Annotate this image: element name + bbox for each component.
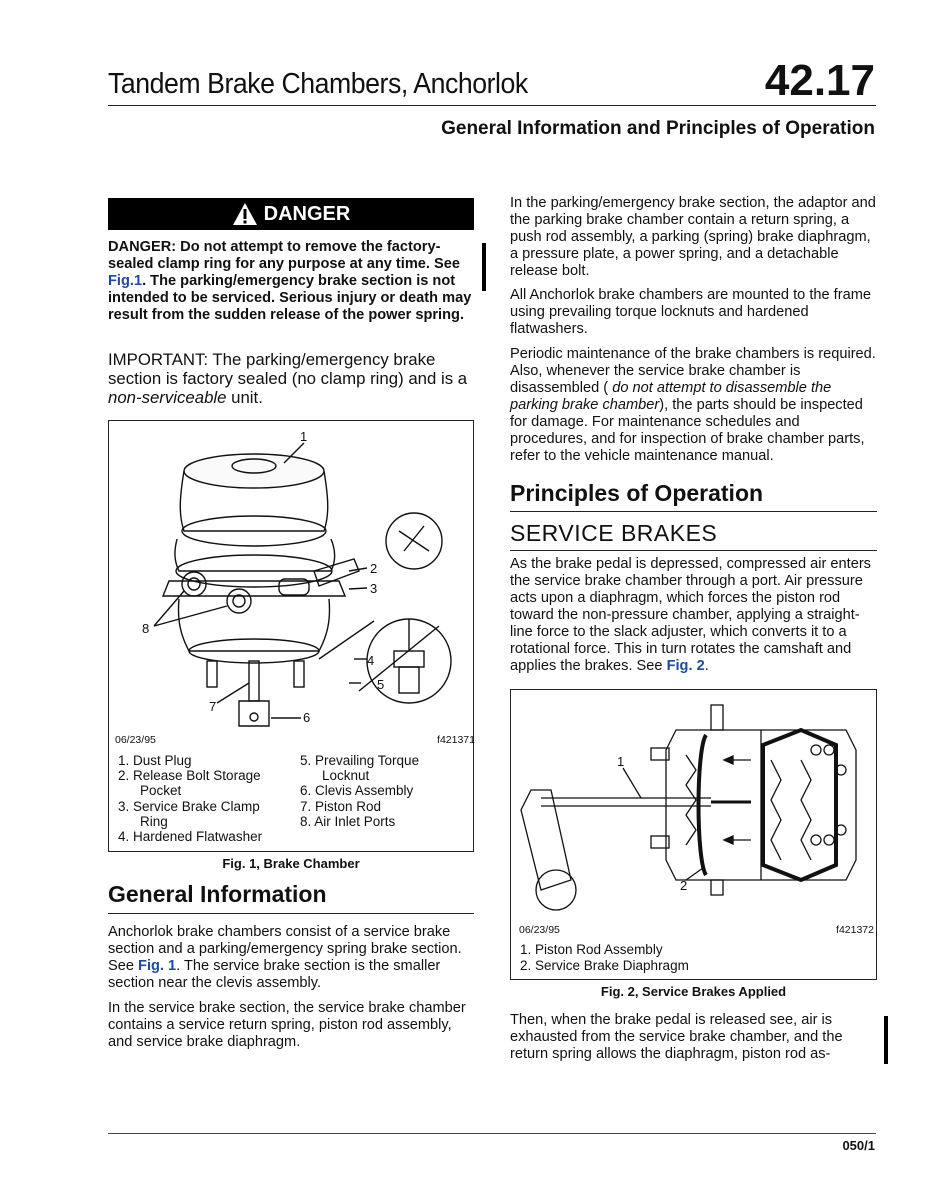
fig1-code: f421371 [437, 734, 475, 746]
footer-rule [108, 1133, 876, 1134]
figure-1 [108, 420, 474, 852]
change-bar [482, 243, 486, 291]
danger-banner [108, 198, 474, 230]
paragraph-text: ), the parts should be inspected for damage. For maintenance schedules and procedures, and for inspection of brake chamber parts, refer to the vehicle maintenance manual. [510, 397, 865, 464]
important-italic: non-serviceable [108, 388, 227, 407]
legend-item: Ring [140, 814, 168, 829]
figure-2 [510, 689, 877, 980]
brake-chamber-drawing [109, 421, 473, 751]
right-p1: In the parking/emergency brake section, the adaptor and the parking brake chamber contain a return spring, a push rod assembly, a parking (spring) brake diaphragm, a pressure plate, a power spring, and a detachable release bolt. [510, 195, 876, 279]
paragraph-text: Anchorlok brake chambers consist of a service brake section and a parking/emergency spring brake section. See [108, 924, 462, 974]
danger-text-part: . The parking/emergency brake section is not intended to be serviced. Serious injury or death may result from the sudden release of the power spring. [108, 273, 472, 323]
paragraph-italic: do not attempt to disassemble the parking brake chamber [510, 380, 832, 413]
fig2-legend-2: 2. Service Brake Diaphragm [520, 958, 689, 973]
general-info-heading: General Information [108, 881, 327, 907]
page-subtitle: General Information and Principles of Operation [441, 118, 875, 139]
change-bar [884, 1016, 888, 1064]
principles-heading: Principles of Operation [510, 480, 764, 506]
paragraph-text: . [704, 658, 709, 674]
page-title: Tandem Brake Chambers, Anchorlok [108, 68, 528, 100]
important-text: unit. [226, 388, 263, 407]
fig2-callout-2: 2 [680, 878, 688, 893]
fig2-link[interactable]: Fig. 2 [666, 658, 705, 674]
fig1-callout-8: 8 [142, 621, 150, 636]
fig1-callout-5: 5 [377, 677, 385, 692]
legend-item: 3. Service Brake Clamp [118, 799, 260, 814]
legend-item: 8. Air Inlet Ports [300, 814, 396, 829]
fig1-callout-6: 6 [303, 710, 311, 725]
fig1-callout-7: 7 [209, 699, 217, 714]
fig1-link[interactable]: Fig.1 [108, 273, 143, 289]
page-number: 050/1 [842, 1138, 875, 1153]
fig1-callout-3: 3 [370, 581, 378, 596]
paragraph-text: As the brake pedal is depressed, compressed air enters the service brake chamber through a port. Air pressure acts upon a diaphragm, which forces the piston rod toward the non-pressure chamber, applying a straight-line force to the slack adjuster, which converts it to a rotational force. This in turn rotates the camshaft and applies the brakes. See [510, 556, 871, 674]
fig1-date: 06/23/95 [115, 734, 156, 746]
legend-item: 6. Clevis Assembly [300, 783, 414, 798]
section-rule [510, 550, 877, 551]
general-info-p1 [108, 924, 474, 992]
fig1-caption: Fig. 1, Brake Chamber [222, 856, 360, 871]
legend-item: Pocket [140, 783, 182, 798]
section-rule [510, 511, 877, 512]
section-rule [108, 913, 474, 914]
danger-label: DANGER [263, 202, 351, 225]
fig1-callout-2: 2 [370, 561, 378, 576]
fig2-callout-1: 1 [617, 754, 625, 769]
fig2-date: 06/23/95 [519, 924, 560, 936]
legend-item: 1. Dust Plug [118, 753, 192, 768]
header-rule [108, 105, 876, 106]
important-note [108, 350, 474, 407]
paragraph-text: Periodic maintenance of the brake chambers is required. Also, whenever the service brake chamber is disassembled ( [510, 346, 876, 396]
service-brake-drawing [511, 690, 876, 920]
fig1-link[interactable]: Fig. 1 [138, 958, 177, 974]
legend-item: 7. Piston Rod [300, 799, 382, 814]
important-text: IMPORTANT: The parking/emergency brake section is factory sealed (no clamp ring) and is a [108, 350, 468, 388]
paragraph-text: . The service brake section is the smaller section near the clevis assembly. [108, 958, 441, 991]
legend-item: 4. Hardened Flatwasher [118, 829, 263, 844]
principles-p2: Then, when the brake pedal is released see, air is exhausted from the service brake chamber, and the return spring allows the diaphragm, piston rod as- [510, 1012, 843, 1062]
service-brakes-heading: SERVICE BRAKES [510, 520, 718, 546]
legend-item: Locknut [322, 768, 370, 783]
fig1-callout-4: 4 [367, 653, 375, 668]
warning-triangle-icon [232, 202, 258, 226]
legend-item: 5. Prevailing Torque [300, 753, 420, 768]
principles-p1 [510, 556, 877, 675]
section-number: 42.17 [764, 56, 875, 105]
legend-item: 2. Release Bolt Storage [118, 768, 261, 783]
general-info-p2: In the service brake section, the service brake chamber contains a service return spring, piston rod assembly, and service brake diaphragm. [108, 1000, 466, 1050]
danger-text-part: DANGER: Do not attempt to remove the factory-sealed clamp ring for any purpose at any time. See [108, 239, 460, 272]
right-p2: All Anchorlok brake chambers are mounted to the frame using prevailing torque locknuts and hardened flatwashers. [510, 287, 871, 337]
fig2-code: f421372 [836, 924, 874, 936]
fig1-callout-1: 1 [300, 429, 308, 444]
fig2-caption: Fig. 2, Service Brakes Applied [600, 984, 787, 999]
fig2-legend-1: 1. Piston Rod Assembly [520, 942, 663, 957]
danger-text [108, 239, 474, 324]
right-p3 [510, 346, 877, 465]
